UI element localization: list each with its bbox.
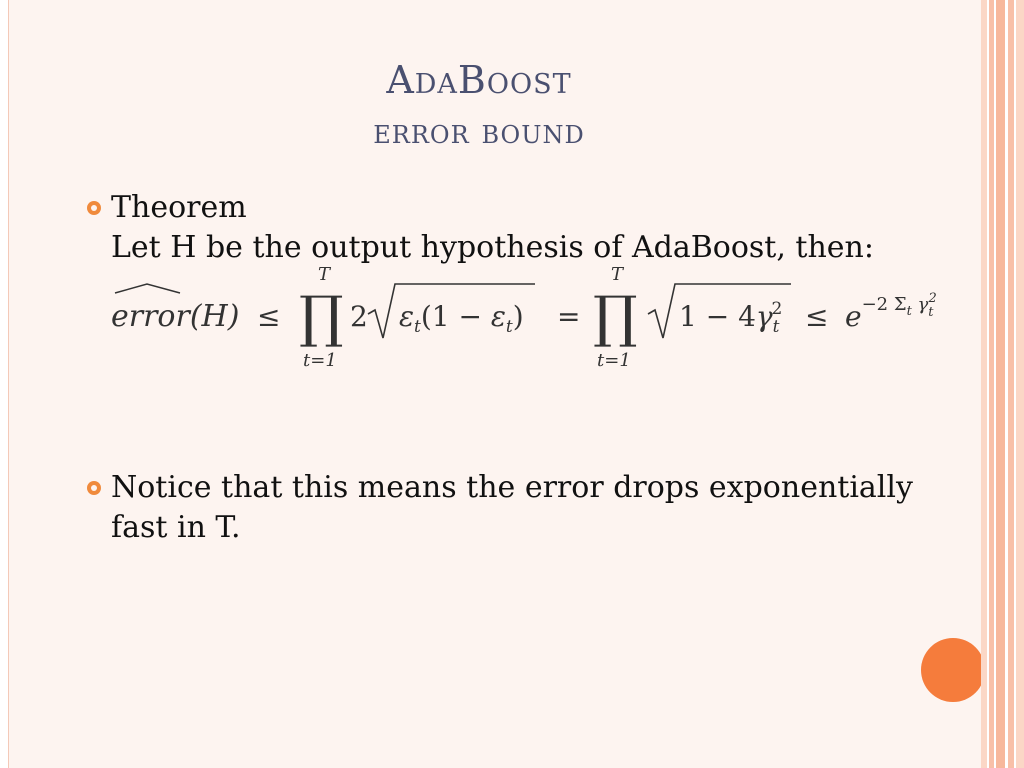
equation-rel3: ≤ [805,300,829,333]
product-symbol-2: ∏ [593,285,638,350]
product-upper-1: T [318,264,331,285]
product-lower-2: t=1 [597,350,631,371]
hat-symbol [115,284,180,293]
slide-title: AdaBoost [386,58,572,102]
decorative-circle [921,638,985,702]
theorem-text: Let H be the output hypothesis of AdaBoost, then: [111,230,874,265]
equation-rel2: = [557,300,581,333]
slide [8,0,982,768]
border-stripe [1016,0,1024,768]
border-stripe [981,0,987,768]
error-bound-equation [105,262,975,382]
equation-rel1: ≤ [257,300,281,333]
bullet-icon [87,481,101,495]
product-lower-1: t=1 [303,350,337,371]
equation-lhs: error(H) [111,299,240,334]
equation-rhs: $e^{-2 \Sigma}t$ $\gamma_t2$ [845,291,937,333]
border-stripe [989,0,994,768]
two-coefficient: 2 [350,300,368,333]
slide-subtitle: error bound [373,112,585,152]
border-stripe [996,0,1005,768]
sqrt-content-1: $\varepsilon_t(1 - \varepsilon_t)$ [399,300,524,337]
theorem-heading: Theorem [111,190,247,225]
sqrt-content-2: $1 - 4\gamma_t2$ [679,299,783,337]
bullet-notice: Notice that this means the error drops exponentially fast in T. [111,470,913,545]
bullet-theorem [111,188,971,268]
product-symbol-1: ∏ [299,285,344,350]
border-stripe [1008,0,1014,768]
bullet-icon [87,201,101,215]
product-upper-2: T [611,264,624,285]
